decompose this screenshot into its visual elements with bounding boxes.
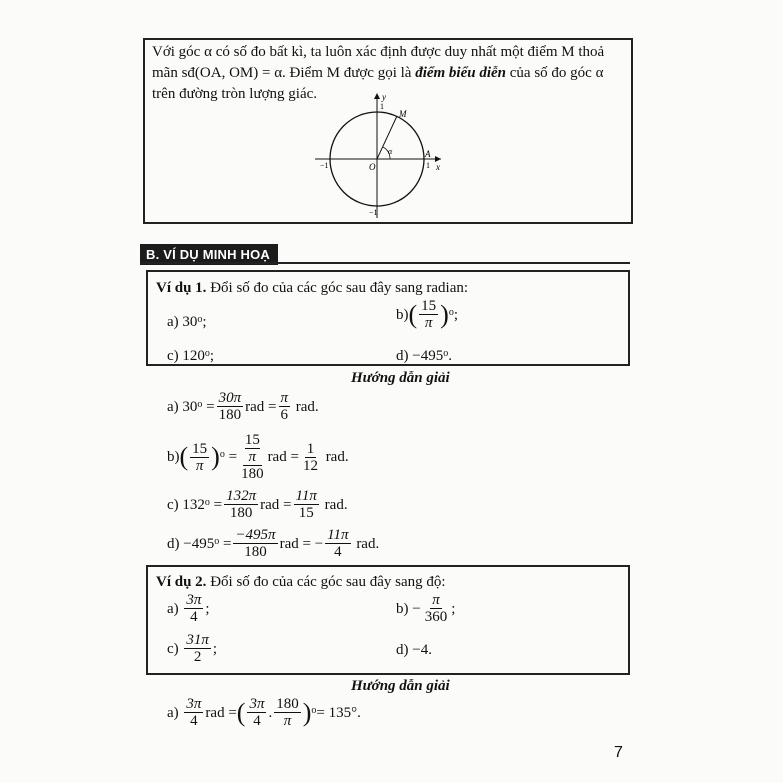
point-a-label: A xyxy=(425,149,431,159)
definition-line-3: trên đường tròn lượng giác. xyxy=(152,86,318,102)
radius-om xyxy=(377,116,397,159)
example-1-label: Ví dụ 1. xyxy=(156,280,207,296)
example-2-item-d: d) −4. xyxy=(396,642,432,658)
solution-2-a: a) $\frac{3\pi}{4}$ rad = ( $\frac{3\pi}{4}$ . $\frac{180}{\pi}$ ) o = 135°. xyxy=(167,696,361,729)
example-1-item-c: c) 120 o ; xyxy=(167,348,215,364)
solution-1-a: a) 30 o = $\frac{30\pi}{180}$ rad = $\frac{\pi}{6}$ rad. xyxy=(167,390,319,423)
tick-bottom-label: −1 xyxy=(369,208,378,217)
y-axis-arrow-icon xyxy=(374,93,380,99)
page-number: 7 xyxy=(614,744,623,761)
example-1-item-b: b) ( $\frac{15}{\pi}$ ) o ; xyxy=(396,298,459,331)
solution-1-heading: Hướng dẫn giải xyxy=(351,370,450,386)
solution-1-c: c) 132 o = $\frac{132\pi}{180}$ rad = $\frac{11\pi}{15}$ rad. xyxy=(167,488,348,521)
example-1-item-a: a) 30 o ; xyxy=(167,314,207,330)
section-title: B. VÍ DỤ MINH HOẠ xyxy=(140,244,278,265)
example-1-prompt: Ví dụ 1. Đổi số đo của các góc sau đây sang radian: xyxy=(156,280,469,296)
tick-top-label: 1 xyxy=(380,102,384,111)
solution-1-d: d) −495 o = $\frac{-495\pi}{180}$ rad = − $\frac{11\pi}{4}$ rad. xyxy=(167,527,380,560)
solution-2-heading: Hướng dẫn giải xyxy=(351,678,450,694)
example-2-item-c: c) $\frac{31\pi}{2}$ ; xyxy=(167,632,218,665)
tick-right-label: 1 xyxy=(426,161,430,170)
definition-line-1: Với góc α có số đo bất kì, ta luôn xác định được duy nhất một điểm M thoả xyxy=(152,44,605,60)
x-label: x xyxy=(436,162,440,172)
example-2-label: Ví dụ 2. xyxy=(156,574,207,590)
definition-line-2: mãn sđ(OA, OM) = α. Điểm M được gọi là điểm biểu diễn của số đo góc α xyxy=(152,65,604,81)
example-2-item-a: a) $\frac{3\pi}{4}$ ; xyxy=(167,592,210,625)
tick-left-label: −1 xyxy=(320,161,329,170)
solution-1-b: b) ( $\frac{15}{\pi}$ ) o = 15 π 180 rad = $\frac{1}{12}$ rad. xyxy=(167,432,349,482)
unit-circle-diagram xyxy=(315,90,445,220)
y-label: y xyxy=(382,92,386,102)
origin-label: O xyxy=(369,162,376,172)
section-rule xyxy=(140,262,630,264)
example-2-item-b: b) − $\frac{\pi}{360}$ ; xyxy=(396,592,456,625)
example-2-prompt: Ví dụ 2. Đổi số đo của các góc sau đây sang độ: xyxy=(156,574,446,590)
angle-label: α xyxy=(388,147,393,156)
point-m-label: M xyxy=(399,109,407,119)
example-1-item-d: d) −495 o . xyxy=(396,348,452,364)
